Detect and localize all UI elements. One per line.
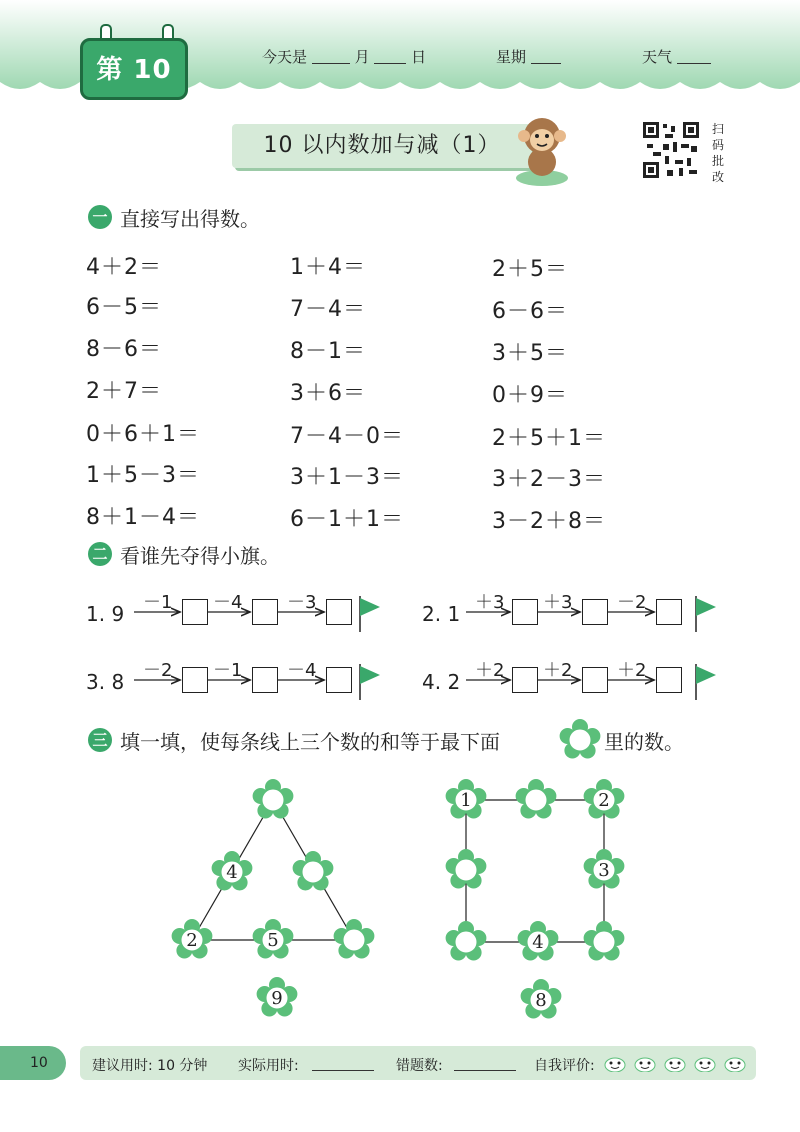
- chain-op: －2: [617, 592, 647, 613]
- problem: 1＋5－3＝: [86, 463, 200, 488]
- problem: 8－1＝: [290, 339, 366, 364]
- problem: 2＋5＝: [492, 257, 568, 282]
- page-title: 10 以内数加与减（1）: [232, 124, 532, 168]
- flower-slot[interactable]: [584, 921, 625, 961]
- chain-op: ＋3: [543, 592, 573, 613]
- problem: 3＋1－3＝: [290, 465, 404, 490]
- problem: 6－6＝: [492, 299, 568, 324]
- day-badge: 第 10 天: [80, 38, 188, 100]
- flower-slot[interactable]: [293, 851, 334, 891]
- section-three-title-start: 填一填，使每条线上三个数的和等于最下面: [120, 730, 500, 754]
- smiley-icon[interactable]: [694, 1054, 716, 1072]
- chain-op: ＋2: [475, 660, 505, 681]
- problem: 2＋5＋1＝: [492, 426, 606, 451]
- chain-label: 2. 1: [422, 602, 461, 626]
- smiley-icon[interactable]: [634, 1054, 656, 1072]
- chain-label: 1. 9: [86, 602, 125, 626]
- flower-slot[interactable]: [516, 779, 557, 819]
- scan-label: 扫: [711, 122, 724, 136]
- square-top-left-number: 1: [460, 790, 472, 811]
- problem: 3－2＋8＝: [492, 509, 606, 534]
- section-two-icon: 二: [88, 542, 112, 566]
- chain-label: 3. 8: [86, 670, 125, 694]
- section-two-title: 看谁先夺得小旗。: [120, 544, 280, 568]
- flower-slot[interactable]: [446, 849, 487, 889]
- section-one-icon: 一: [88, 205, 112, 229]
- problem: 3＋5＝: [492, 341, 568, 366]
- problem: 6－5＝: [86, 295, 162, 320]
- error-count-label: 错题数:: [396, 1058, 443, 1074]
- chain-op: －2: [143, 660, 173, 681]
- triangle-bottom-left-number: 2: [186, 930, 198, 951]
- chain-op: ＋2: [617, 660, 647, 681]
- self-eval-label: 自我评价:: [534, 1058, 595, 1074]
- section-three-title-end: 里的数。: [604, 730, 684, 754]
- page-number: 10: [0, 1046, 66, 1080]
- scan-label: 改: [711, 170, 724, 184]
- square-target-number: 8: [535, 990, 547, 1011]
- triangle-bottom-mid-number: 5: [267, 930, 279, 951]
- square-top-right-number: 2: [598, 790, 610, 811]
- scan-label: 批: [711, 154, 724, 168]
- problem: 8＋1－4＝: [86, 505, 200, 530]
- problem: 6－1＋1＝: [290, 507, 404, 532]
- chain-op: ＋3: [475, 592, 505, 613]
- problem: 3＋6＝: [290, 381, 366, 406]
- flower-slot[interactable]: [334, 919, 375, 959]
- square-right-mid-number: 3: [598, 860, 610, 881]
- error-count-blank[interactable]: [454, 1070, 516, 1071]
- flower-slot[interactable]: [253, 779, 294, 819]
- chain-op: －4: [287, 660, 317, 681]
- flower-icon: [560, 719, 601, 759]
- actual-time-blank[interactable]: [312, 1070, 374, 1071]
- section-one-title: 直接写出得数。: [120, 207, 260, 231]
- problem: 2＋7＝: [86, 379, 162, 404]
- section-three-icon: 三: [88, 728, 112, 752]
- smiley-icon[interactable]: [724, 1054, 746, 1072]
- problem: 7－4－0＝: [290, 424, 404, 449]
- date-label: 今天是: [262, 48, 308, 66]
- square-bottom-mid-number: 4: [532, 932, 544, 953]
- month-label: 月: [354, 48, 370, 66]
- chain-op: －1: [143, 592, 173, 613]
- problem: 1＋4＝: [290, 255, 366, 280]
- day-label: 日: [411, 48, 427, 66]
- triangle-target-number: 9: [271, 988, 283, 1009]
- problem: 0＋9＝: [492, 383, 568, 408]
- smiley-icon[interactable]: [604, 1054, 626, 1072]
- problem: 3＋2－3＝: [492, 467, 606, 492]
- weekday-label: 星期: [496, 48, 527, 66]
- chain-op: ＋2: [543, 660, 573, 681]
- problem: 7－4＝: [290, 297, 366, 322]
- chain-op: －3: [287, 592, 317, 613]
- problem: 0＋6＋1＝: [86, 422, 200, 447]
- suggested-time: 建议用时: 10 分钟: [92, 1058, 208, 1074]
- problem: 8－6＝: [86, 337, 162, 362]
- chain-label: 4. 2: [422, 670, 461, 694]
- actual-time-label: 实际用时:: [238, 1058, 299, 1074]
- weather-label: 天气: [642, 48, 673, 66]
- flower-slot[interactable]: [446, 921, 487, 961]
- scan-label: 码: [711, 138, 724, 152]
- chain-op: －1: [213, 660, 243, 681]
- chain-op: －4: [213, 592, 243, 613]
- problem: 4＋2＝: [86, 255, 162, 280]
- smiley-icon[interactable]: [664, 1054, 686, 1072]
- triangle-left-number: 4: [226, 862, 238, 883]
